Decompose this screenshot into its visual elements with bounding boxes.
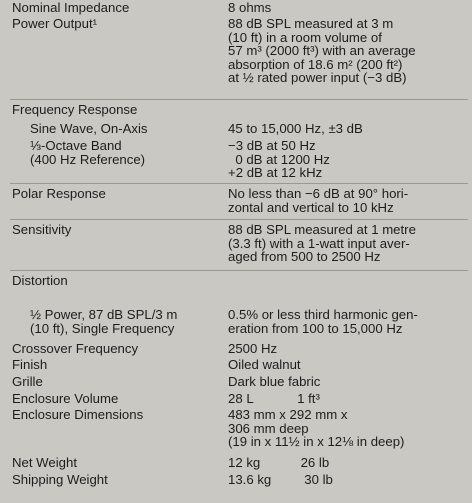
- spec-value: [228, 122, 363, 136]
- spec-value: [228, 375, 320, 389]
- spec-value: [228, 342, 277, 356]
- spec-value: [228, 223, 416, 264]
- spec-value: [228, 139, 330, 180]
- spec-value: [228, 187, 408, 214]
- section-divider: [10, 270, 468, 271]
- spec-value: [228, 456, 329, 470]
- spec-value-line: +2 dB at 12 kHz: [228, 165, 323, 181]
- spec-label-line: Polar Response: [12, 186, 106, 201]
- spec-label-line: Enclosure Dimensions: [12, 407, 144, 422]
- spec-value-line: 12 kg 26 lb: [228, 455, 330, 470]
- spec-label-line: Power Output¹: [12, 16, 98, 31]
- spec-value-line: 13.6 kg 30 lb: [228, 472, 333, 487]
- spec-label: [12, 392, 118, 406]
- spec-label-line: Net Weight: [12, 455, 77, 470]
- spec-value-line: 57 m³ (2000 ft³) with an average: [228, 43, 416, 59]
- spec-label-line: Frequency Response: [12, 102, 138, 117]
- spec-label: [30, 139, 145, 166]
- spec-label-line: Finish: [12, 357, 48, 372]
- spec-value-line: 88 dB SPL measured at 1 metre: [228, 222, 416, 237]
- spec-value: [228, 392, 320, 406]
- section-divider: [10, 219, 468, 220]
- spec-label: [12, 17, 97, 31]
- spec-value-line: 0.5% or less third harmonic gen-: [228, 307, 418, 322]
- spec-value: [228, 308, 418, 335]
- spec-label: [12, 187, 106, 201]
- spec-value-line: −3 dB at 50 Hz: [228, 138, 316, 153]
- spec-value: [228, 1, 271, 15]
- spec-label-line: ½ Power, 87 dB SPL/3 m: [30, 307, 178, 322]
- spec-value-line: 88 dB SPL measured at 3 m: [228, 16, 394, 31]
- spec-label-line: (10 ft), Single Frequency: [30, 320, 175, 336]
- spec-value-line: 8 ohms: [228, 0, 272, 15]
- spec-value-line: (19 in x 11½ in x 12⅛ in deep): [228, 434, 405, 450]
- spec-value-line: Oiled walnut: [228, 357, 301, 372]
- spec-label: [12, 1, 129, 15]
- section-divider: [10, 183, 468, 184]
- spec-label: [30, 308, 177, 335]
- spec-value-line: (10 ft) in a room volume of: [228, 29, 382, 45]
- spec-value-line: eration from 100 to 15,000 Hz: [228, 320, 403, 336]
- spec-value-line: No less than −6 dB at 90° hori-: [228, 186, 409, 201]
- spec-value-line: 483 mm x 292 mm x: [228, 407, 348, 422]
- spec-label: [12, 223, 71, 237]
- spec-label: [12, 342, 138, 356]
- spec-value-line: (3.3 ft) with a 1-watt input aver-: [228, 235, 410, 251]
- spec-label-line: Sine Wave, On-Axis: [30, 121, 148, 136]
- spec-value-line: 0 dB at 1200 Hz: [228, 151, 330, 167]
- spec-value: [228, 408, 404, 449]
- spec-value: [228, 358, 301, 372]
- spec-value-line: 306 mm deep: [228, 420, 309, 436]
- spec-label-line: ⅓-Octave Band: [30, 138, 122, 153]
- spec-value-line: zontal and vertical to 10 kHz: [228, 199, 394, 215]
- spec-label: [12, 408, 143, 422]
- spec-value-line: Dark blue fabric: [228, 374, 321, 389]
- spec-label: [12, 358, 47, 372]
- spec-label: [12, 375, 43, 389]
- spec-label: [12, 456, 77, 470]
- spec-label-line: (400 Hz Reference): [30, 151, 146, 167]
- spec-label-line: Distortion: [12, 273, 68, 288]
- spec-label-line: Grille: [12, 374, 43, 389]
- spec-label: [12, 103, 137, 117]
- spec-label: [12, 274, 68, 288]
- spec-label-line: Shipping Weight: [12, 472, 108, 487]
- spec-label-line: Nominal Impedance: [12, 0, 130, 15]
- spec-value: [228, 17, 416, 85]
- spec-value-line: aged from 500 to 2500 Hz: [228, 249, 381, 265]
- spec-value-line: absorption of 18.6 m² (200 ft²): [228, 56, 403, 72]
- spec-value-line: 45 to 15,000 Hz, ±3 dB: [228, 121, 363, 136]
- spec-label-line: Crossover Frequency: [12, 341, 139, 356]
- spec-label-line: Sensitivity: [12, 222, 72, 237]
- spec-label: [12, 473, 108, 487]
- spec-value: [228, 473, 333, 487]
- spec-value-line: 2500 Hz: [228, 341, 278, 356]
- spec-label: [30, 122, 148, 136]
- spec-label-line: Enclosure Volume: [12, 391, 119, 406]
- spec-value-line: 28 L 1 ft³: [228, 391, 320, 406]
- spec-value-line: at ½ rated power input (−3 dB): [228, 70, 407, 86]
- section-divider: [10, 99, 468, 100]
